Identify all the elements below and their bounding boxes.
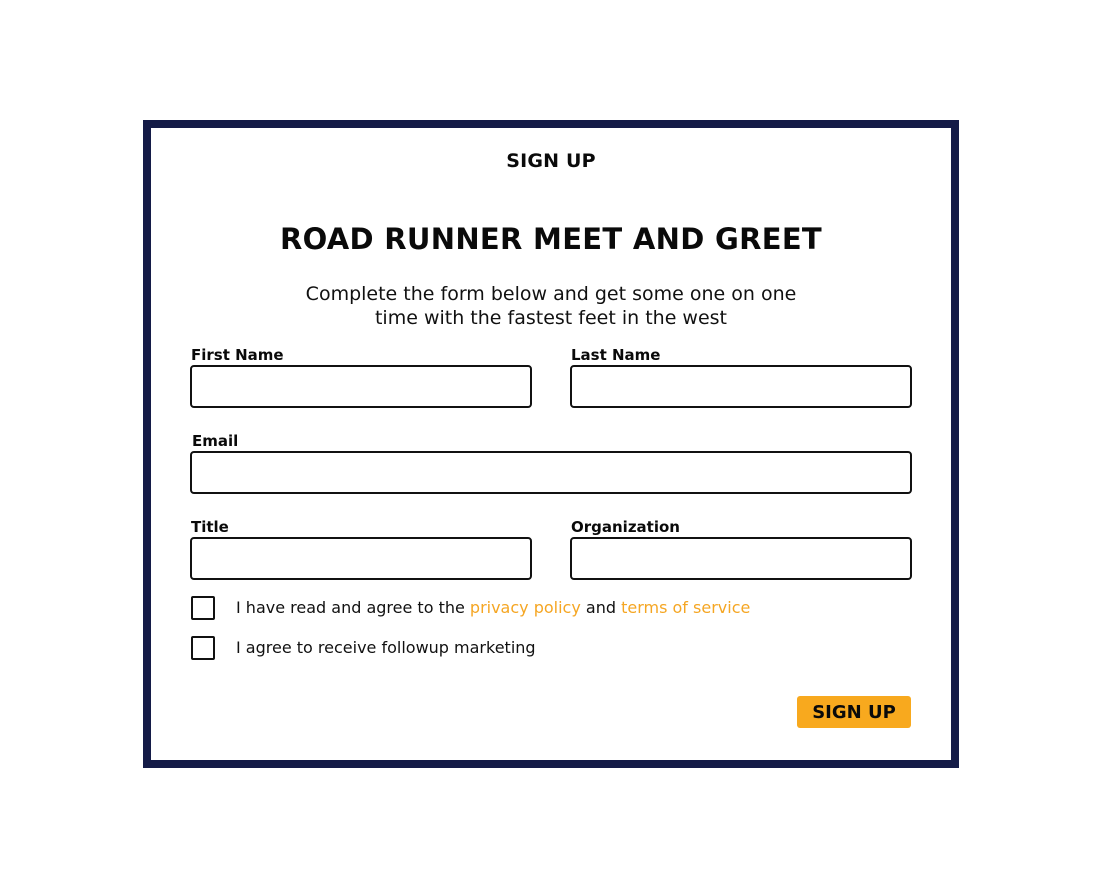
page-title: ROAD RUNNER MEET AND GREET <box>279 222 823 256</box>
last-name-input[interactable] <box>570 365 912 408</box>
privacy-policy-link[interactable]: privacy policy <box>469 598 581 617</box>
signup-card <box>143 120 959 768</box>
organization-label: Organization <box>571 518 680 536</box>
email-input[interactable] <box>190 451 912 494</box>
organization-input[interactable] <box>570 537 912 580</box>
terms-connector: and <box>580 598 622 617</box>
first-name-label: First Name <box>191 346 284 364</box>
terms-of-service-link[interactable]: terms of service <box>621 598 751 617</box>
last-name-label: Last Name <box>571 346 661 364</box>
title-input[interactable] <box>190 537 532 580</box>
title-label: Title <box>191 518 229 536</box>
terms-text-before: I have read and agree to the <box>236 598 470 617</box>
marketing-checkbox[interactable] <box>191 636 215 660</box>
terms-checkbox[interactable] <box>191 596 215 620</box>
email-label: Email <box>192 432 239 450</box>
marketing-text: I agree to receive followup marketing <box>236 638 536 657</box>
sign-up-button[interactable]: SIGN UP <box>797 696 911 728</box>
page-subtitle: Complete the form below and get some one on one time with the fastest feet in the west <box>305 283 797 329</box>
first-name-input[interactable] <box>190 365 532 408</box>
terms-text <box>236 598 750 617</box>
header-label: SIGN UP <box>506 150 596 172</box>
